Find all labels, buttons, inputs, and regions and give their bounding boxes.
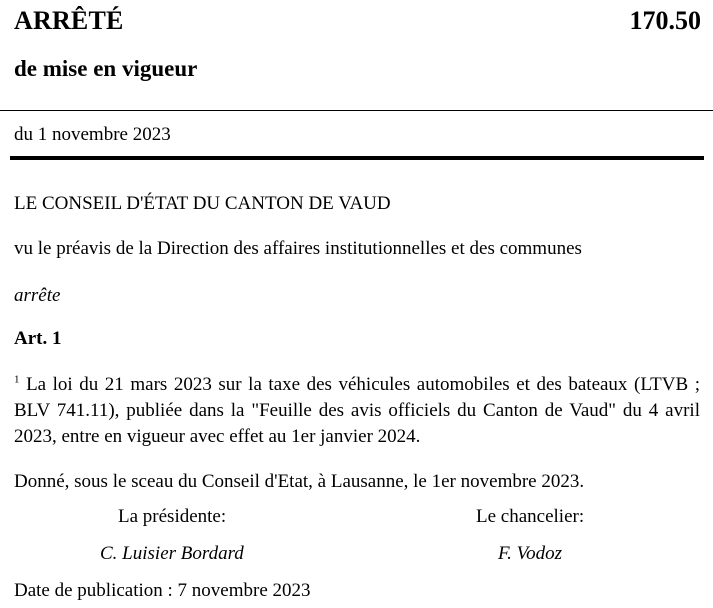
preavis-line: vu le préavis de la Direction des affaires institutionnelles et des communes — [14, 238, 582, 259]
president-role: La présidente: — [118, 506, 227, 527]
arrete-word: arrête — [14, 285, 61, 306]
paragraph-number: 1 — [14, 373, 20, 386]
president-name: C. Luisier Bordard — [100, 543, 244, 564]
document-subtitle: de mise en vigueur — [14, 56, 198, 81]
document-title: ARRÊTÉ — [14, 6, 124, 35]
given-statement: Donné, sous le sceau du Conseil d'Etat, à Lausanne, le 1er novembre 2023. — [14, 471, 585, 492]
chancellor-name: F. Vodoz — [498, 543, 563, 564]
document-number: 170.50 — [629, 6, 701, 35]
article-paragraph — [14, 372, 700, 450]
article-text: La loi du 21 mars 2023 sur la taxe des véhicules automobiles et des bateaux (LTVB ; BLV 741.11), publiée dans la "Feuille des avis officiels du Canton de Vaud" du 4 avril 2023, entre en vigueur avec effet au 1er janvier 2024. — [14, 374, 701, 447]
article-heading: Art. 1 — [14, 328, 62, 349]
document-date: du 1 novembre 2023 — [14, 124, 171, 145]
header-divider-thin — [0, 110, 713, 111]
publication-date: Date de publication : 7 novembre 2023 — [14, 580, 311, 601]
council-heading: LE CONSEIL D'ÉTAT DU CANTON DE VAUD — [14, 193, 391, 214]
chancellor-role: Le chancelier: — [476, 506, 585, 527]
header-divider-thick — [10, 156, 704, 160]
